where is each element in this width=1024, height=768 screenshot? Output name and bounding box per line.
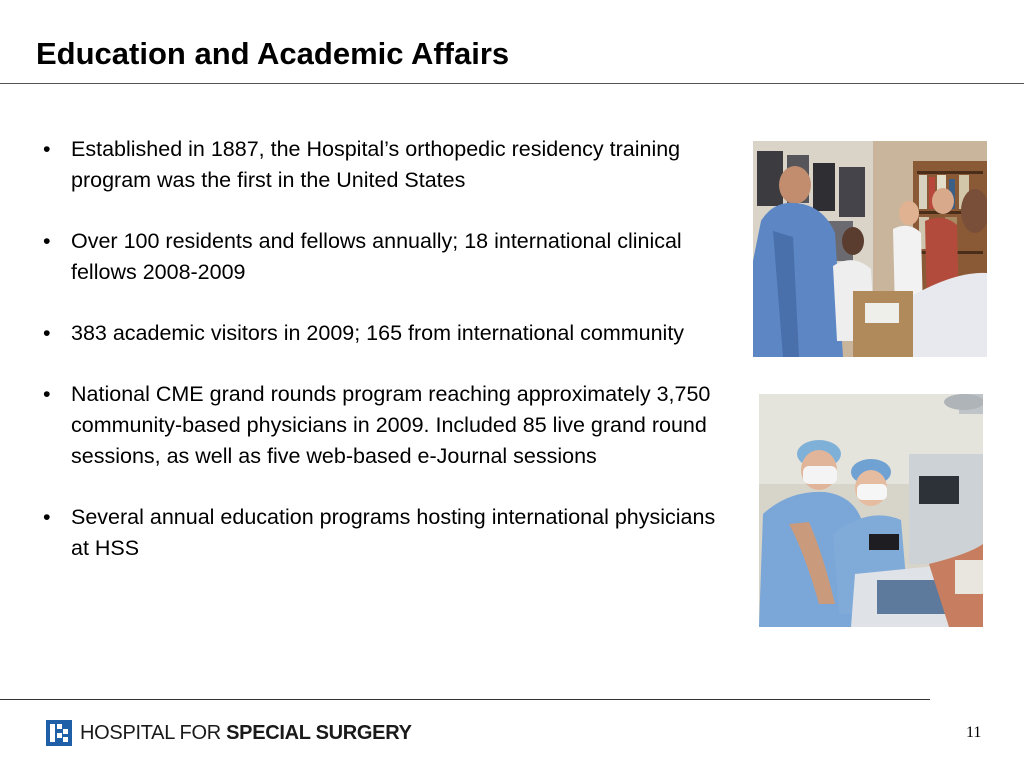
bullet-item [40, 226, 730, 288]
bullet-text: Established in 1887, the Hospital’s orthopedic residency training program was the first in the United States [71, 137, 681, 192]
bullet-text: 383 academic visitors in 2009; 165 from international community [71, 321, 685, 345]
footer-divider [0, 699, 930, 700]
bullet-list [40, 134, 730, 594]
bullet-item [40, 318, 730, 349]
bullet-marker: • [43, 382, 51, 406]
bullet-marker: • [43, 505, 51, 529]
bullet-text: Several annual education programs hosting international physicians at HSS [71, 505, 716, 560]
bullet-marker: • [43, 229, 51, 253]
logo-text-bold: SPECIAL SURGERY [226, 721, 412, 744]
title-divider [0, 83, 1024, 84]
bullet-item [40, 379, 730, 472]
bullet-item [40, 502, 730, 564]
page-number: 11 [966, 724, 982, 741]
bullet-marker: • [43, 137, 51, 161]
bullet-text: National CME grand rounds program reaching approximately 3,750 community-based physicians in 2009. Included 85 live grand round sessions, as well as five web-based e-Journal sessions [71, 382, 711, 468]
hss-logo-text [80, 722, 412, 745]
bullet-text: Over 100 residents and fellows annually; 18 international clinical fellows 2008-2009 [71, 229, 682, 284]
slide-title: Education and Academic Affairs [36, 36, 510, 71]
hss-logo [46, 720, 412, 746]
photo-clinicians-reviewing-xrays [753, 141, 987, 357]
logo-text-light: HOSPITAL FOR [80, 721, 227, 744]
bullet-marker: • [43, 321, 51, 345]
hss-logo-icon [46, 720, 72, 746]
bullet-item [40, 134, 730, 196]
photo-surgical-team-ultrasound [759, 394, 983, 627]
